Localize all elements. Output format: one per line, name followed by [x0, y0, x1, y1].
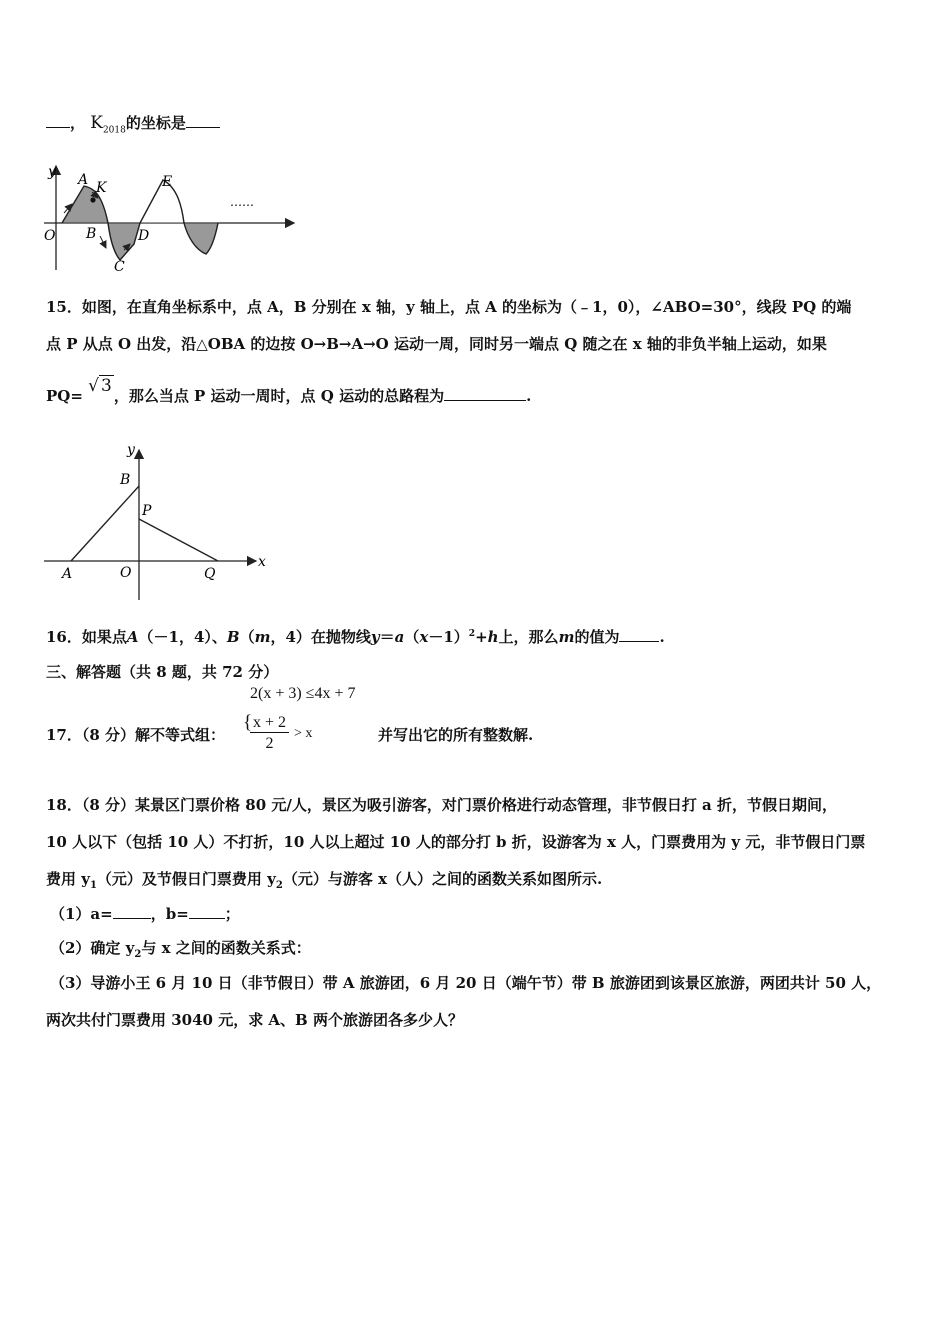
svg-text:x: x — [258, 554, 266, 570]
answer-blank — [444, 386, 526, 401]
answer-blank — [189, 904, 225, 919]
q18-sub-3-line-2: 两次共付门票费用 3040 元，求 A、B 两个旅游团各多少人？ — [46, 1011, 463, 1029]
q17-inequality-2-rest: > x — [294, 726, 313, 741]
answer-blank — [186, 113, 220, 128]
q18-line-3: 费用 $y_1$（元）及节假日门票费用 $y_2$（元）与游客 x（人）之间的函数关系如图所示. — [46, 870, 603, 891]
svg-text:y: y — [48, 164, 56, 180]
svg-text:D: D — [138, 228, 150, 244]
svg-text:A: A — [78, 172, 89, 188]
svg-text:C: C — [114, 259, 125, 275]
svg-text:E: E — [162, 174, 173, 190]
svg-text:A: A — [62, 566, 73, 582]
q17-tail: 并写出它的所有整数解. — [378, 726, 534, 744]
q15-line-3: PQ= √ 3 ，那么当点 P 运动一周时，点 Q 运动的总路程为 . — [46, 376, 532, 405]
svg-text:P: P — [142, 503, 152, 519]
svg-text:B: B — [86, 226, 97, 242]
svg-text:……: …… — [230, 195, 254, 209]
q17-inequality-1: 2(x + 3) ≤4x + 7 — [250, 685, 356, 702]
q18-line-2: 10 人以下（包括 10 人）不打折，10 人以上超过 10 人的部分打 b 折，设游客为 x 人，门票费用为 y 元，非节假日门票 — [46, 833, 866, 851]
svg-text:B: B — [120, 472, 131, 488]
section-3-heading: 三、解答题（共 8 题，共 72 分） — [46, 663, 279, 681]
svg-text:O: O — [120, 565, 132, 581]
k2018-term: $K_{2018}$ — [90, 113, 126, 136]
q15-triangle-figure — [38, 440, 278, 605]
q17-label: 17．（8 分）解不等式组： — [46, 726, 226, 744]
answer-blank — [619, 627, 659, 642]
answer-blank — [46, 113, 70, 128]
q15-line-1: 15．如图，在直角坐标系中，点 A，B 分别在 x 轴，y 轴上，点 A 的坐标为（﹣1，0），∠ABO=30°，线段 PQ 的端 — [46, 298, 852, 316]
q18-line-1: 18．（8 分）某景区门票价格 80 元/人，景区为吸引游客，对门票价格进行动态管理，非节假日打 a 折，节假日期间， — [46, 796, 837, 814]
answer-blank — [113, 904, 151, 919]
q18-sub-2: （2）确定 $y_2$与 x 之间的函数关系式： — [50, 939, 311, 960]
svg-text:O: O — [44, 228, 56, 244]
q18-sub-1: （1）a= ，b= ； — [50, 905, 240, 923]
sqrt-3: √ 3 — [88, 376, 112, 396]
q18-sub-3-line-1: （3）导游小王 6 月 10 日（非节假日）带 A 旅游团，6 月 20 日（端午节）带 B 旅游团到该景区旅游，两团共计 50 人， — [50, 974, 882, 992]
q17-fraction: x + 2 2 — [250, 714, 289, 753]
q17-brace: { — [243, 712, 253, 733]
q14-answer-line: ， $K_{2018}$的坐标是 — [46, 112, 220, 135]
svg-text:Q: Q — [204, 566, 216, 582]
q14-wave-figure — [38, 158, 303, 276]
q16-line: 16．如果点A（－1，4）、B（m，4）在抛物线$y=a(x-1)^2+h$上，那么m的值为 . — [46, 628, 665, 646]
svg-text:K: K — [96, 180, 107, 196]
svg-text:y: y — [127, 442, 135, 458]
q15-line-2: 点 P 从点 O 出发，沿△OBA 的边按 O→B→A→O 运动一周，同时另一端点 Q 随之在 x 轴的非负半轴上运动，如果 — [46, 335, 827, 353]
